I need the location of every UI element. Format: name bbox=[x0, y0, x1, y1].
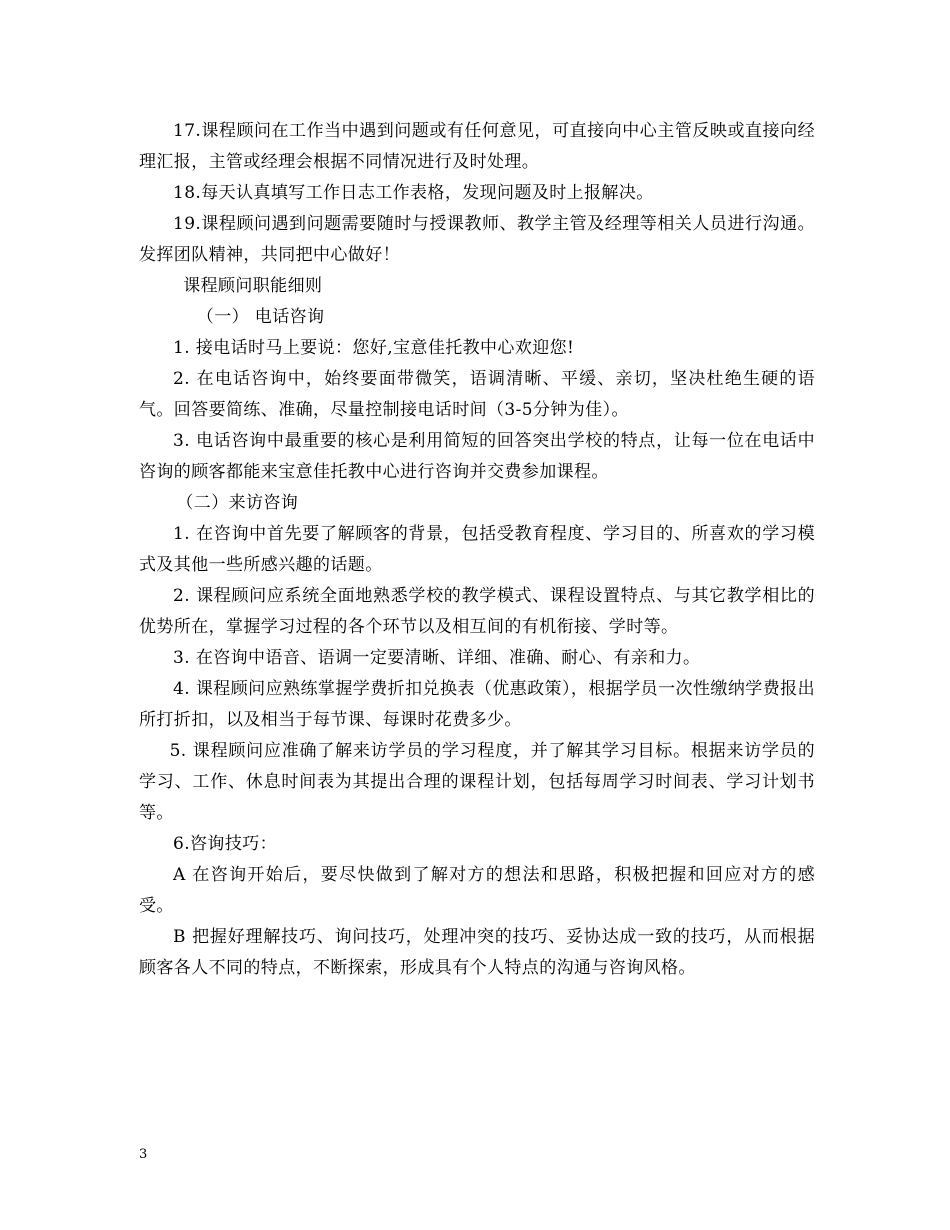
phone-item-2: 2. 在电话咨询中，始终要面带微笑，语调清晰、平缓、亲切，坚决杜绝生硬的语气。回答要简练、准确，尽量控制接电话时间（3-5分钟为佳）。 bbox=[139, 369, 815, 420]
page-number: 3 bbox=[139, 1147, 148, 1162]
visit-item-1: 1. 在咨询中首先要了解顾客的背景，包括受教育程度、学习目的、所喜欢的学习模式及其他一些所感兴趣的话题。 bbox=[139, 524, 815, 575]
visit-item-5: 5. 课程顾问应准确了解来访学员的学习程度，并了解其学习目标。根据来访学员的学习、工作、休息时间表为其提出合理的课程计划，包括每周学习时间表、学习计划书等。 bbox=[139, 741, 815, 823]
document-body bbox=[139, 116, 815, 984]
section-heading: 课程顾问职能细则 bbox=[183, 276, 323, 296]
paragraph-17: 17.课程顾问在工作当中遇到问题或有任何意见，可直接向中心主管反映或直接向经理汇报，主管或经理会根据不同情况进行及时处理。 bbox=[139, 121, 815, 172]
visit-item-2: 2. 课程顾问应系统全面地熟悉学校的教学模式、课程设置特点、与其它教学相比的优势所在，掌握学习过程的各个环节以及相互间的有机衔接、学时等。 bbox=[139, 586, 815, 637]
technique-b: B 把握好理解技巧、询问技巧，处理冲突的技巧、妥协达成一致的技巧，从而根据顾客各人不同的特点，不断探索，形成具有个人特点的沟通与咨询风格。 bbox=[139, 927, 815, 978]
paragraph-18: 18.每天认真填写工作日志工作表格，发现问题及时上报解决。 bbox=[173, 183, 654, 203]
visit-item-6: 6.咨询技巧： bbox=[173, 834, 278, 854]
phone-item-3: 3. 电话咨询中最重要的核心是利用简短的回答突出学校的特点，让每一位在电话中咨询的顾客都能来宝意佳托教中心进行咨询并交费参加课程。 bbox=[139, 431, 815, 482]
paragraph-19: 19.课程顾问遇到问题需要随时与授课教师、教学主管及经理等相关人员进行沟通。发挥团队精神，共同把中心做好！ bbox=[139, 214, 815, 265]
visit-item-3: 3. 在咨询中语音、语调一定要清晰、详细、准确、耐心、有亲和力。 bbox=[173, 648, 701, 668]
technique-a: A 在咨询开始后，要尽快做到了解对方的想法和思路，积极把握和回应对方的感受。 bbox=[139, 865, 815, 916]
visit-item-4: 4. 课程顾问应熟练掌握学费折扣兑换表（优惠政策），根据学员一次性缴纳学费报出所打折扣，以及相当于每节课、每课时花费多少。 bbox=[139, 679, 815, 730]
subsection-heading-visit: （二）来访咨询 bbox=[176, 493, 299, 513]
phone-item-1: 1. 接电话时马上要说：您好,宝意佳托教中心欢迎您! bbox=[173, 338, 575, 358]
subsection-heading-phone: （一） 电话咨询 bbox=[196, 307, 325, 327]
